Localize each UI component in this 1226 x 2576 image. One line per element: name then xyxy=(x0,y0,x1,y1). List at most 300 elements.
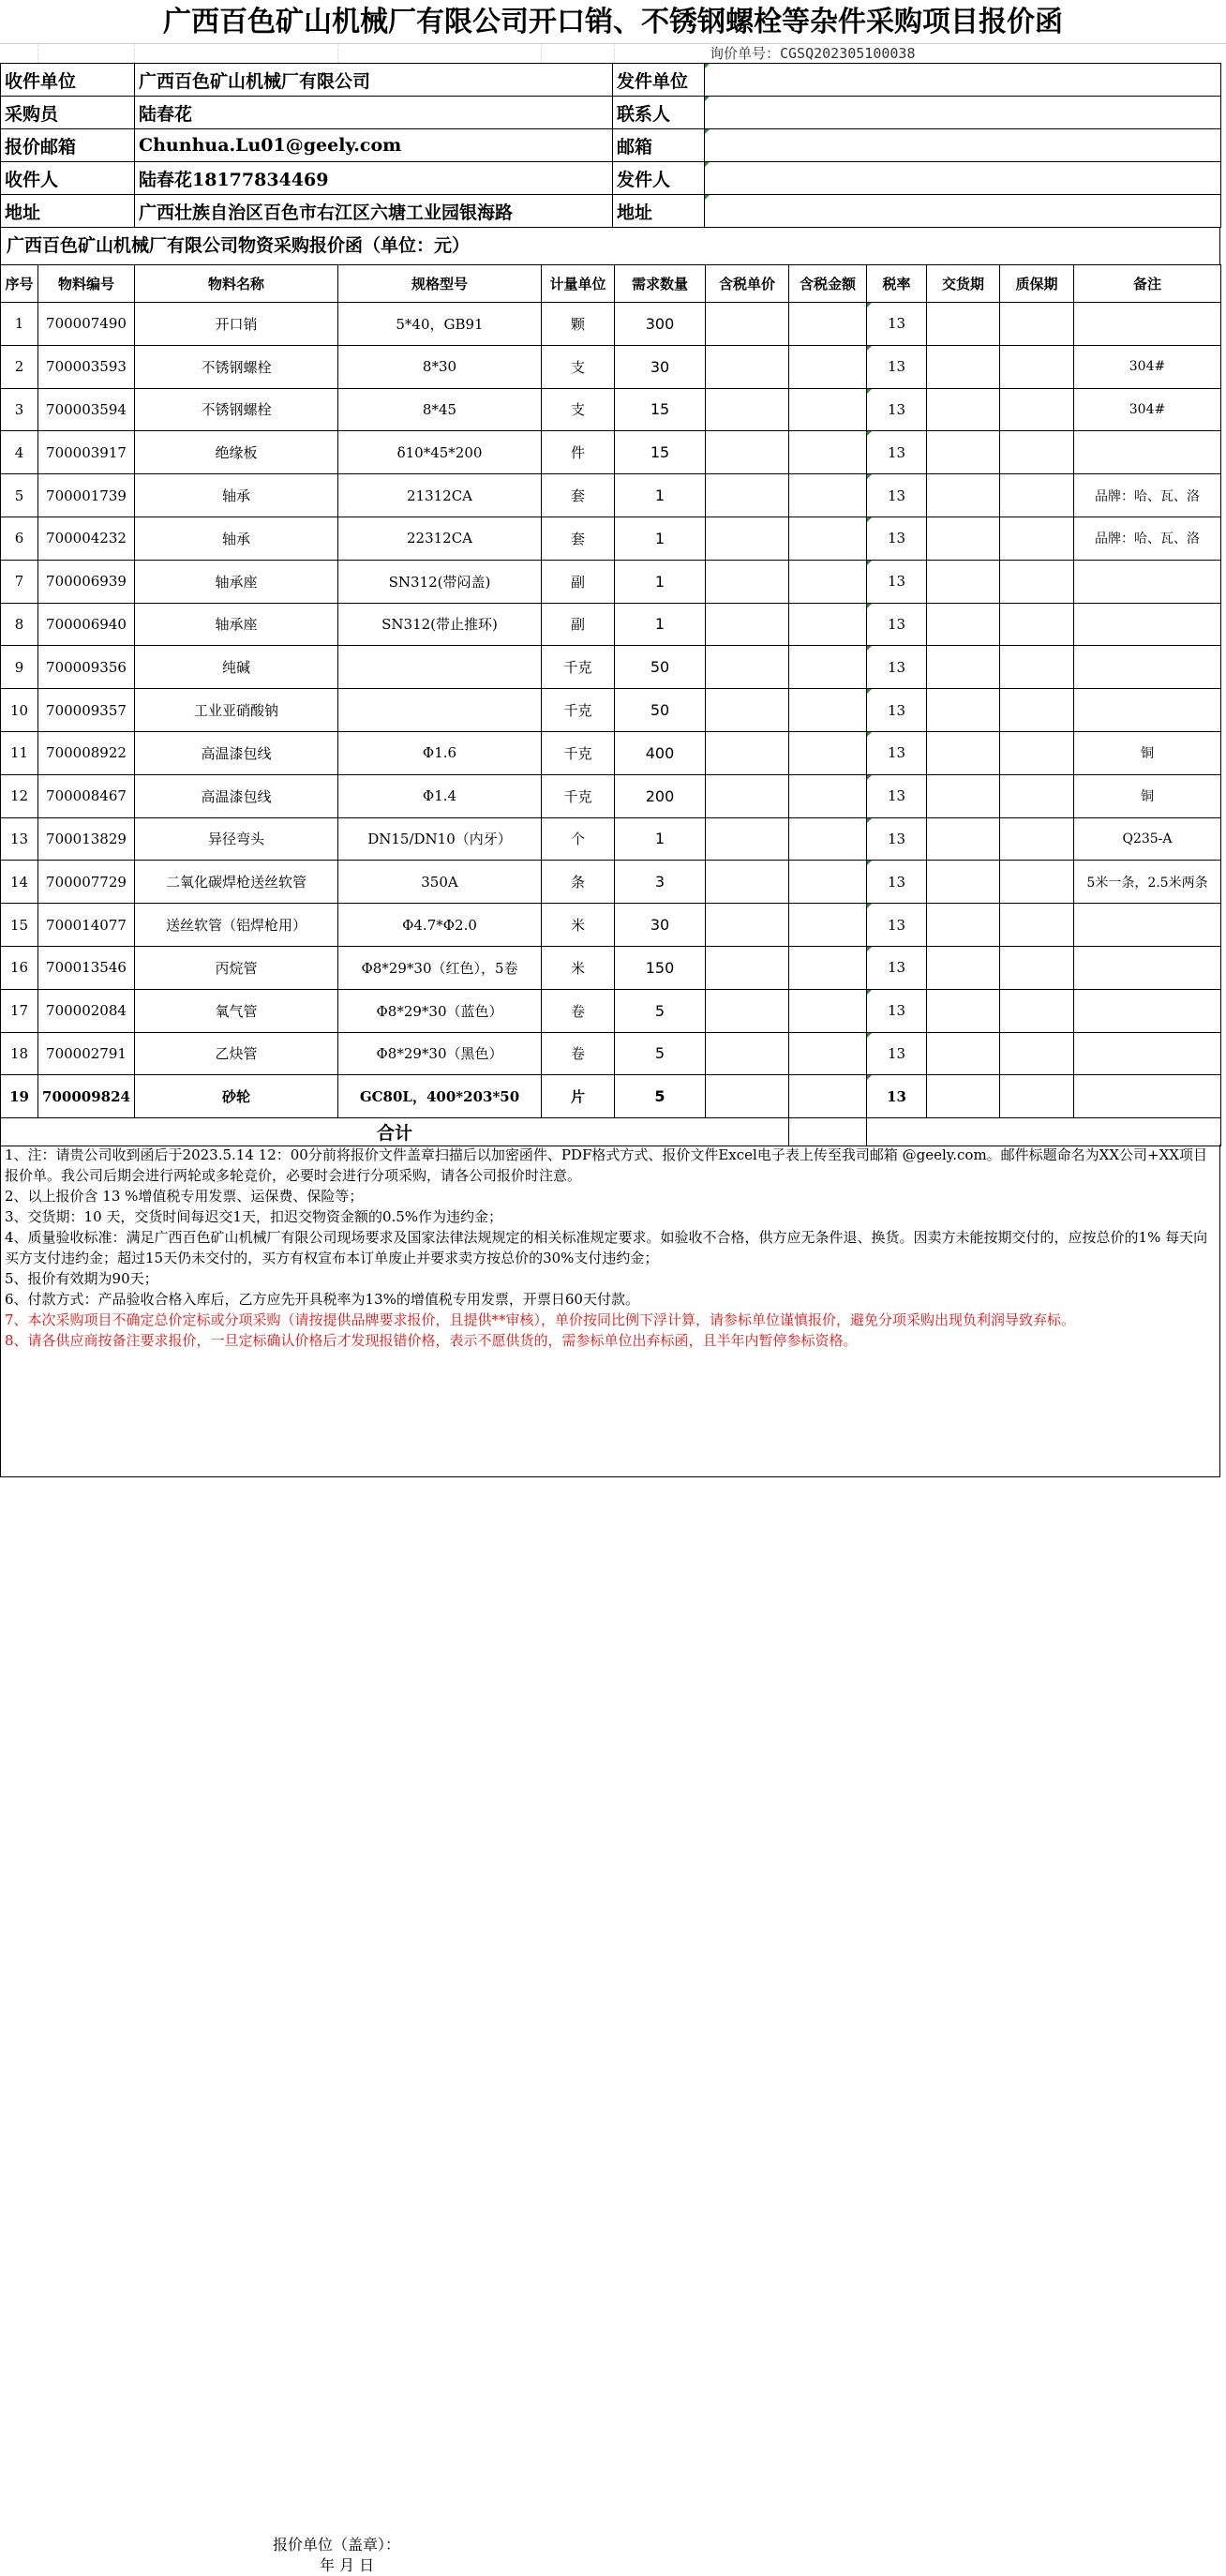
specification: Φ4.7*Φ2.0 xyxy=(338,904,542,947)
info-row xyxy=(1,195,1221,228)
unit-price-input[interactable] xyxy=(706,646,789,689)
unit-price-input[interactable] xyxy=(706,388,789,431)
material-name: 异径弯头 xyxy=(135,817,338,861)
amount-input[interactable] xyxy=(789,689,867,732)
info-label: 联系人 xyxy=(613,97,705,129)
specification: SN312(带闷盖) xyxy=(338,560,542,603)
row-number: 13 xyxy=(1,817,38,861)
material-code: 700008922 xyxy=(38,731,135,774)
unit-price-input[interactable] xyxy=(706,989,789,1032)
table-row xyxy=(1,989,1221,1032)
specification: DN15/DN10（内牙） xyxy=(338,817,542,861)
specification: 350A xyxy=(338,861,542,904)
warranty-input[interactable] xyxy=(1000,517,1074,560)
tax-rate: 13 xyxy=(867,817,927,861)
quantity: 50 xyxy=(615,646,706,689)
sender-receiver-info-table xyxy=(0,63,1221,228)
material-name: 不锈钢螺栓 xyxy=(135,388,338,431)
specification: 21312CA xyxy=(338,474,542,517)
unit-price-input[interactable] xyxy=(706,517,789,560)
warranty-input[interactable] xyxy=(1000,1032,1074,1075)
unit: 卷 xyxy=(542,1032,615,1075)
quantity: 15 xyxy=(615,388,706,431)
tax-rate: 13 xyxy=(867,345,927,388)
unit: 副 xyxy=(542,603,615,646)
warranty-input[interactable] xyxy=(1000,1075,1074,1118)
unit: 片 xyxy=(542,1075,615,1118)
material-code: 700002791 xyxy=(38,1032,135,1075)
sign-date: 年 月 日 xyxy=(320,2556,375,2574)
quotation-items-table xyxy=(0,264,1221,1146)
row-number: 8 xyxy=(1,603,38,646)
info-value: 广西百色矿山机械厂有限公司 xyxy=(135,64,613,97)
total-label: 合计 xyxy=(1,1118,789,1146)
specification: 5*40，GB91 xyxy=(338,303,542,346)
unit: 支 xyxy=(542,388,615,431)
table-row xyxy=(1,303,1221,346)
tax-rate: 13 xyxy=(867,689,927,732)
delivery-input[interactable] xyxy=(927,603,1000,646)
table-row xyxy=(1,1032,1221,1075)
warranty-input[interactable] xyxy=(1000,303,1074,346)
terms-notes xyxy=(0,1145,1220,2574)
table-row xyxy=(1,431,1221,474)
specification xyxy=(338,646,542,689)
amount-input[interactable] xyxy=(789,1075,867,1118)
material-code: 700009824 xyxy=(38,1075,135,1118)
delivery-input[interactable] xyxy=(927,731,1000,774)
remark: 304# xyxy=(1074,345,1221,388)
column-header: 交货期 xyxy=(927,265,1000,303)
unit-price-input[interactable] xyxy=(706,731,789,774)
amount-input[interactable] xyxy=(789,731,867,774)
tax-rate: 13 xyxy=(867,774,927,817)
warranty-input[interactable] xyxy=(1000,989,1074,1032)
amount-input[interactable] xyxy=(789,345,867,388)
warranty-input[interactable] xyxy=(1000,388,1074,431)
remark xyxy=(1074,689,1221,732)
row-number: 12 xyxy=(1,774,38,817)
material-code: 700013829 xyxy=(38,817,135,861)
table-row xyxy=(1,517,1221,560)
info-label: 收件单位 xyxy=(1,64,135,97)
unit-price-input[interactable] xyxy=(706,1032,789,1075)
material-code: 700003594 xyxy=(38,388,135,431)
specification: 8*30 xyxy=(338,345,542,388)
unit-price-input[interactable] xyxy=(706,946,789,989)
material-name: 丙烷管 xyxy=(135,946,338,989)
quantity: 1 xyxy=(615,560,706,603)
note-item: 8、请各供应商按备注要求报价，一旦定标确认价格后才发现报错价格，表示不愿供货的，需参标单位出弃标函，且半年内暂停参标资格。 xyxy=(5,1332,858,1349)
table-row xyxy=(1,774,1221,817)
quantity: 400 xyxy=(615,731,706,774)
amount-input[interactable] xyxy=(789,303,867,346)
inquiry-number: 询价单号：CGSQ202305100038 xyxy=(710,45,916,62)
row-number: 3 xyxy=(1,388,38,431)
material-code: 700013546 xyxy=(38,946,135,989)
material-name: 高温漆包线 xyxy=(135,774,338,817)
tax-rate: 13 xyxy=(867,731,927,774)
info-label: 邮箱 xyxy=(613,129,705,162)
unit-price-input[interactable] xyxy=(706,861,789,904)
info-label: 地址 xyxy=(613,195,705,228)
specification: Φ1.6 xyxy=(338,731,542,774)
remark xyxy=(1074,646,1221,689)
remark xyxy=(1074,603,1221,646)
unit: 个 xyxy=(542,817,615,861)
table-row xyxy=(1,861,1221,904)
row-number: 1 xyxy=(1,303,38,346)
note-item: 5、报价有效期为90天； xyxy=(5,1270,158,1287)
amount-input[interactable] xyxy=(789,431,867,474)
material-name: 工业亚硝酸钠 xyxy=(135,689,338,732)
tax-rate: 13 xyxy=(867,603,927,646)
row-number: 9 xyxy=(1,646,38,689)
info-value-field[interactable] xyxy=(705,195,1221,228)
note-item: 3、交货期：10 天，交货时间每迟交1天，扣迟交物资金额的0.5%作为违约金； xyxy=(5,1208,503,1225)
unit-price-input[interactable] xyxy=(706,603,789,646)
column-header: 含税金额 xyxy=(789,265,867,303)
info-row xyxy=(1,64,1221,97)
table-row xyxy=(1,474,1221,517)
info-label: 采购员 xyxy=(1,97,135,129)
remark xyxy=(1074,1032,1221,1075)
tax-rate: 13 xyxy=(867,431,927,474)
delivery-input[interactable] xyxy=(927,560,1000,603)
quantity: 30 xyxy=(615,904,706,947)
table-header-row xyxy=(1,265,1221,303)
unit-price-input[interactable] xyxy=(706,689,789,732)
row-number: 2 xyxy=(1,345,38,388)
specification: 22312CA xyxy=(338,517,542,560)
quantity: 150 xyxy=(615,946,706,989)
warranty-input[interactable] xyxy=(1000,646,1074,689)
info-row xyxy=(1,162,1221,195)
tax-rate: 13 xyxy=(867,946,927,989)
remark xyxy=(1074,946,1221,989)
material-name: 纯碱 xyxy=(135,646,338,689)
unit: 套 xyxy=(542,474,615,517)
delivery-input[interactable] xyxy=(927,646,1000,689)
material-name: 砂轮 xyxy=(135,1075,338,1118)
table-row xyxy=(1,603,1221,646)
table-row xyxy=(1,689,1221,732)
table-row xyxy=(1,817,1221,861)
warranty-input[interactable] xyxy=(1000,474,1074,517)
unit-price-input[interactable] xyxy=(706,774,789,817)
material-code: 700004232 xyxy=(38,517,135,560)
material-code: 700009356 xyxy=(38,646,135,689)
row-number: 15 xyxy=(1,904,38,947)
info-value: Chunhua.Lu01@geely.com xyxy=(135,129,613,162)
specification: Φ8*29*30（蓝色） xyxy=(338,989,542,1032)
quantity: 200 xyxy=(615,774,706,817)
tax-rate: 13 xyxy=(867,560,927,603)
amount-input[interactable] xyxy=(789,1032,867,1075)
tax-rate: 13 xyxy=(867,517,927,560)
material-code: 700009357 xyxy=(38,689,135,732)
delivery-input[interactable] xyxy=(927,474,1000,517)
row-number: 17 xyxy=(1,989,38,1032)
row-number: 7 xyxy=(1,560,38,603)
info-row xyxy=(1,97,1221,129)
unit: 件 xyxy=(542,431,615,474)
amount-input[interactable] xyxy=(789,474,867,517)
row-number: 4 xyxy=(1,431,38,474)
info-label: 地址 xyxy=(1,195,135,228)
column-header: 质保期 xyxy=(1000,265,1074,303)
specification: Φ8*29*30（黑色） xyxy=(338,1032,542,1075)
warranty-input[interactable] xyxy=(1000,861,1074,904)
material-name: 送丝软管（铝焊枪用） xyxy=(135,904,338,947)
specification: SN312(带止推环) xyxy=(338,603,542,646)
signature-block xyxy=(273,2535,400,2576)
unit-price-input[interactable] xyxy=(706,345,789,388)
material-code: 700006940 xyxy=(38,603,135,646)
note-item: 4、质量验收标准：满足广西百色矿山机械厂有限公司现场要求及国家法律法规规定的相关标准规定要求。如验收不合格，供方应无条件退、换货。因卖方未能按期交付的，应按总价的1% 每天向买方支付违约金；超过15天仍未交付的，买方有权宣布本订单废止并要求卖方按总价的30%支付违约金； xyxy=(5,1229,1208,1266)
specification: Φ8*29*30（红色），5卷 xyxy=(338,946,542,989)
info-label: 报价邮箱 xyxy=(1,129,135,162)
delivery-input[interactable] xyxy=(927,1075,1000,1118)
material-code: 700002084 xyxy=(38,989,135,1032)
unit-price-input[interactable] xyxy=(706,560,789,603)
specification: 8*45 xyxy=(338,388,542,431)
info-value: 陆春花 xyxy=(135,97,613,129)
info-value-field[interactable] xyxy=(705,162,1221,195)
warranty-input[interactable] xyxy=(1000,817,1074,861)
row-number: 5 xyxy=(1,474,38,517)
quantity: 3 xyxy=(615,861,706,904)
material-name: 轴承 xyxy=(135,517,338,560)
row-number: 14 xyxy=(1,861,38,904)
amount-input[interactable] xyxy=(789,774,867,817)
warranty-input[interactable] xyxy=(1000,904,1074,947)
unit: 米 xyxy=(542,946,615,989)
material-name: 高温漆包线 xyxy=(135,731,338,774)
info-label: 收件人 xyxy=(1,162,135,195)
info-value-field[interactable] xyxy=(705,97,1221,129)
warranty-input[interactable] xyxy=(1000,560,1074,603)
amount-input[interactable] xyxy=(789,817,867,861)
unit: 颗 xyxy=(542,303,615,346)
unit: 千克 xyxy=(542,646,615,689)
remark: 铜 xyxy=(1074,774,1221,817)
row-number: 6 xyxy=(1,517,38,560)
unit: 千克 xyxy=(542,731,615,774)
quantity: 5 xyxy=(615,989,706,1032)
material-name: 二氧化碳焊枪送丝软管 xyxy=(135,861,338,904)
amount-input[interactable] xyxy=(789,861,867,904)
column-header: 备注 xyxy=(1074,265,1221,303)
column-header: 序号 xyxy=(1,265,38,303)
material-name: 轴承座 xyxy=(135,603,338,646)
table-row xyxy=(1,388,1221,431)
delivery-input[interactable] xyxy=(927,1032,1000,1075)
material-code: 700001739 xyxy=(38,474,135,517)
total-blank xyxy=(867,1118,1221,1146)
table-subtitle: 广西百色矿山机械厂有限公司物资采购报价函（单位：元） xyxy=(0,227,1220,264)
table-row xyxy=(1,646,1221,689)
unit: 千克 xyxy=(542,774,615,817)
delivery-input[interactable] xyxy=(927,431,1000,474)
material-code: 700007490 xyxy=(38,303,135,346)
unit: 千克 xyxy=(542,689,615,732)
tax-rate: 13 xyxy=(867,303,927,346)
quantity: 1 xyxy=(615,603,706,646)
amount-input[interactable] xyxy=(789,904,867,947)
unit: 卷 xyxy=(542,989,615,1032)
remark xyxy=(1074,303,1221,346)
table-row xyxy=(1,731,1221,774)
quantity: 5 xyxy=(615,1075,706,1118)
remark: 304# xyxy=(1074,388,1221,431)
amount-input[interactable] xyxy=(789,603,867,646)
tax-rate: 13 xyxy=(867,388,927,431)
quantity: 50 xyxy=(615,689,706,732)
material-code: 700008467 xyxy=(38,774,135,817)
row-number: 10 xyxy=(1,689,38,732)
total-row xyxy=(1,1118,1221,1146)
warranty-input[interactable] xyxy=(1000,774,1074,817)
column-header: 税率 xyxy=(867,265,927,303)
delivery-input[interactable] xyxy=(927,946,1000,989)
warranty-input[interactable] xyxy=(1000,345,1074,388)
warranty-input[interactable] xyxy=(1000,946,1074,989)
column-header: 物料编号 xyxy=(38,265,135,303)
info-label: 发件人 xyxy=(613,162,705,195)
unit: 条 xyxy=(542,861,615,904)
quantity: 1 xyxy=(615,474,706,517)
amount-input[interactable] xyxy=(789,560,867,603)
quantity: 300 xyxy=(615,303,706,346)
tax-rate: 13 xyxy=(867,1032,927,1075)
document-title: 广西百色矿山机械厂有限公司开口销、不锈钢螺栓等杂件采购项目报价函 xyxy=(163,6,1063,38)
table-row xyxy=(1,904,1221,947)
remark: 品牌：哈、瓦、洛 xyxy=(1074,517,1221,560)
remark: 5米一条，2.5米两条 xyxy=(1074,861,1221,904)
amount-input[interactable] xyxy=(789,646,867,689)
note-item: 2、以上报价含 13 %增值税专用发票、运保费、保险等； xyxy=(5,1188,364,1205)
table-row xyxy=(1,1075,1221,1118)
delivery-input[interactable] xyxy=(927,817,1000,861)
unit-price-input[interactable] xyxy=(706,303,789,346)
material-code: 700006939 xyxy=(38,560,135,603)
quantity: 1 xyxy=(615,817,706,861)
unit-price-input[interactable] xyxy=(706,904,789,947)
column-header: 物料名称 xyxy=(135,265,338,303)
quantity: 15 xyxy=(615,431,706,474)
delivery-input[interactable] xyxy=(927,989,1000,1032)
material-name: 轴承座 xyxy=(135,560,338,603)
unit: 支 xyxy=(542,345,615,388)
unit-price-input[interactable] xyxy=(706,431,789,474)
unit-price-input[interactable] xyxy=(706,817,789,861)
row-number: 16 xyxy=(1,946,38,989)
delivery-input[interactable] xyxy=(927,689,1000,732)
tax-rate: 13 xyxy=(867,861,927,904)
info-value-field[interactable] xyxy=(705,129,1221,162)
remark xyxy=(1074,989,1221,1032)
material-name: 不锈钢螺栓 xyxy=(135,345,338,388)
quantity: 5 xyxy=(615,1032,706,1075)
spreadsheet-gridline-row xyxy=(0,43,1226,63)
material-code: 700003917 xyxy=(38,431,135,474)
tax-rate: 13 xyxy=(867,989,927,1032)
row-number: 11 xyxy=(1,731,38,774)
column-header: 计量单位 xyxy=(542,265,615,303)
note-item: 7、本次采购项目不确定总价定标或分项采购（请按提供品牌要求报价，且提供**审核），单价按同比例下浮计算，请参标单位谨慎报价，避免分项采购出现负利润导致弃标。 xyxy=(5,1311,1076,1328)
material-name: 乙炔管 xyxy=(135,1032,338,1075)
delivery-input[interactable] xyxy=(927,861,1000,904)
table-row xyxy=(1,345,1221,388)
remark xyxy=(1074,904,1221,947)
tax-rate: 13 xyxy=(867,1075,927,1118)
warranty-input[interactable] xyxy=(1000,431,1074,474)
quantity: 30 xyxy=(615,345,706,388)
info-row xyxy=(1,129,1221,162)
amount-input[interactable] xyxy=(789,517,867,560)
delivery-input[interactable] xyxy=(927,904,1000,947)
unit-price-input[interactable] xyxy=(706,474,789,517)
total-amount-input[interactable] xyxy=(789,1118,867,1146)
delivery-input[interactable] xyxy=(927,303,1000,346)
material-name: 开口销 xyxy=(135,303,338,346)
specification: δ10*45*200 xyxy=(338,431,542,474)
table-row xyxy=(1,560,1221,603)
unit: 套 xyxy=(542,517,615,560)
delivery-input[interactable] xyxy=(927,517,1000,560)
info-label: 发件单位 xyxy=(613,64,705,97)
tax-rate: 13 xyxy=(867,646,927,689)
remark: Q235-A xyxy=(1074,817,1221,861)
column-header: 需求数量 xyxy=(615,265,706,303)
amount-input[interactable] xyxy=(789,989,867,1032)
material-code: 700014077 xyxy=(38,904,135,947)
info-value-field[interactable] xyxy=(705,64,1221,97)
note-item: 6、付款方式：产品验收合格入库后，乙方应先开具税率为13%的增值税专用发票，开票日60天付款。 xyxy=(5,1291,639,1308)
specification: GC80L，400*203*50 xyxy=(338,1075,542,1118)
material-name: 绝缘板 xyxy=(135,431,338,474)
note-item: 1、注：请贵公司收到函后于2023.5.14 12：00分前将报价文件盖章扫描后以加密函件、PDF格式方式、报价文件Excel电子表上传至我司邮箱 @geely.com。邮件标题命名为XX公司+XX项目报价单。我公司后期会进行两轮或多轮竞价，必要时会进行分项采购，请各公司报价时注意。 xyxy=(5,1146,1207,1184)
column-header: 规格型号 xyxy=(338,265,542,303)
warranty-input[interactable] xyxy=(1000,731,1074,774)
unit-price-input[interactable] xyxy=(706,1075,789,1118)
delivery-input[interactable] xyxy=(927,774,1000,817)
tax-rate: 13 xyxy=(867,904,927,947)
specification xyxy=(338,689,542,732)
unit: 副 xyxy=(542,560,615,603)
remark xyxy=(1074,431,1221,474)
remark xyxy=(1074,1075,1221,1118)
info-value: 广西壮族自治区百色市右江区六塘工业园银海路 xyxy=(135,195,613,228)
table-row xyxy=(1,946,1221,989)
delivery-input[interactable] xyxy=(927,388,1000,431)
delivery-input[interactable] xyxy=(927,345,1000,388)
tax-rate: 13 xyxy=(867,474,927,517)
sign-label: 报价单位（盖章）： xyxy=(273,2536,401,2554)
warranty-input[interactable] xyxy=(1000,603,1074,646)
warranty-input[interactable] xyxy=(1000,689,1074,732)
info-value: 陆春花18177834469 xyxy=(135,162,613,195)
material-name: 氧气管 xyxy=(135,989,338,1032)
material-code: 700003593 xyxy=(38,345,135,388)
material-code: 700007729 xyxy=(38,861,135,904)
row-number: 18 xyxy=(1,1032,38,1075)
amount-input[interactable] xyxy=(789,946,867,989)
unit: 米 xyxy=(542,904,615,947)
remark: 品牌：哈、瓦、洛 xyxy=(1074,474,1221,517)
amount-input[interactable] xyxy=(789,388,867,431)
